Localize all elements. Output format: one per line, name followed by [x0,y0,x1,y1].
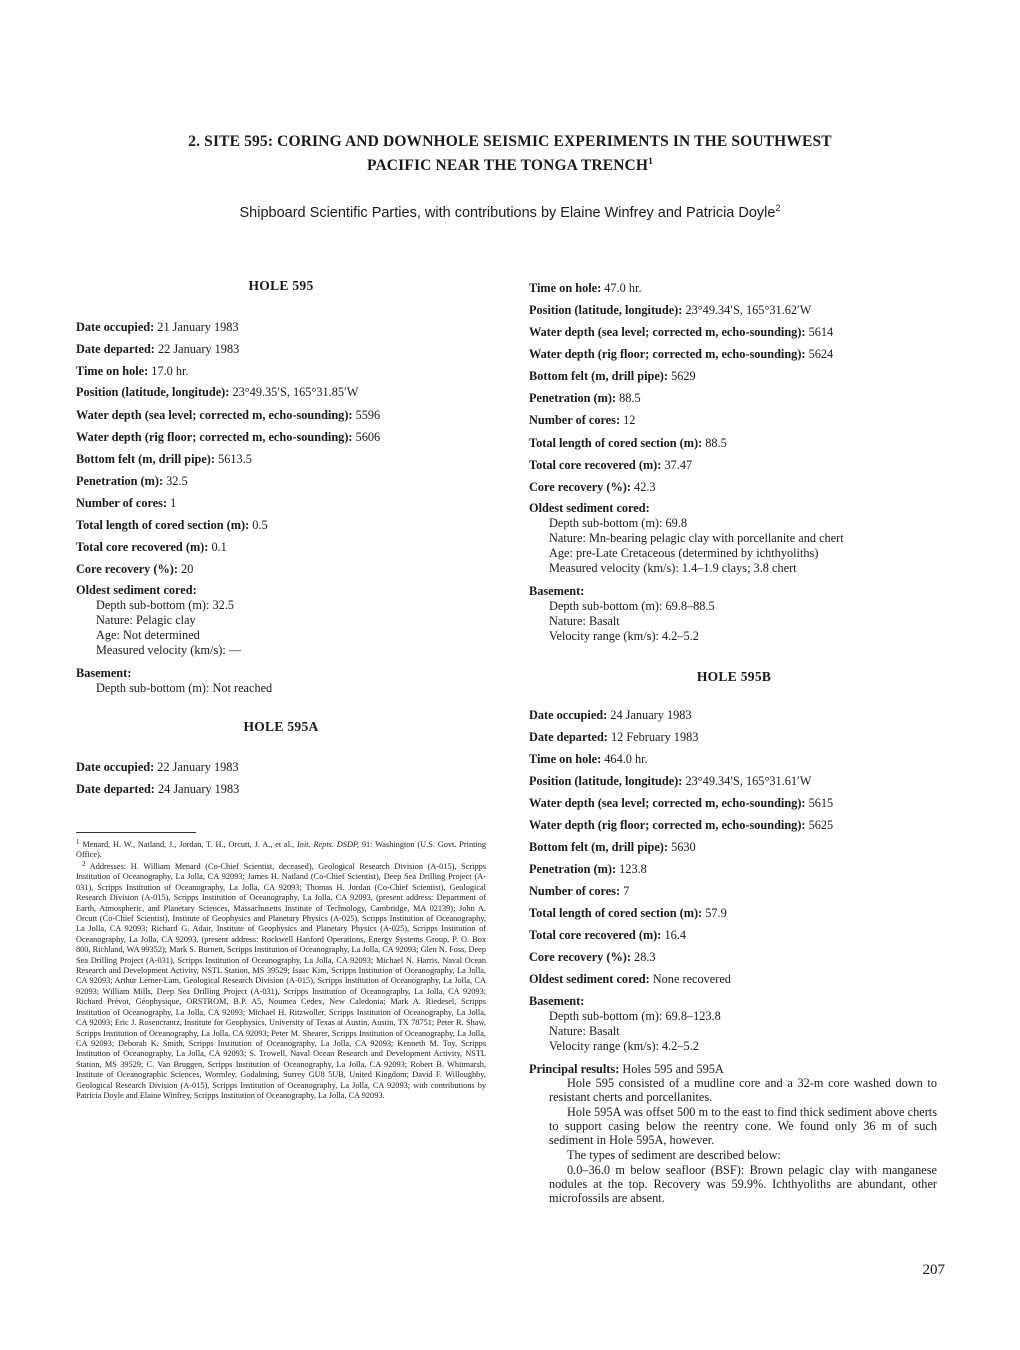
hole-595-cores: Number of cores: 1 [76,496,177,510]
hole-595b-heading: HOLE 595B [696,669,772,684]
hole-595a-oldest-nature: Nature: Mn-bearing pelagic clay with porcellanite and chert [549,531,844,545]
hole-595b-cores: Number of cores: 7 [529,884,630,898]
principal-paragraph-1: Hole 595 consisted of a mudline core and a 32-m core washed down to resistant cherts and porcellanites. [549,1076,937,1105]
authors-line [60,199,960,222]
hole-595-oldest-label: Oldest sediment cored: [76,583,197,597]
hole-595a-position: Position (latitude, longitude): 23°49.34′S, 165°31.62′W [529,303,812,317]
hole-595-water-depth-rig: Water depth (rig floor; corrected m, echo-sounding): 5606 [76,430,381,444]
hole-595b-date-departed: Date departed: 12 February 1983 [529,730,699,744]
hole-595b-date-occupied: Date occupied: 24 January 1983 [529,708,692,722]
hole-595-bottom-felt: Bottom felt (m, drill pipe): 5613.5 [76,452,252,466]
hole-595a-heading: HOLE 595A [243,719,319,734]
hole-595a-recovery: Core recovery (%): 42.3 [529,480,656,494]
hole-595a-time-on-hole: Time on hole: 47.0 hr. [529,281,642,295]
hole-595a-bottom-felt: Bottom felt (m, drill pipe): 5629 [529,369,696,383]
hole-595a-cores: Number of cores: 12 [529,413,636,427]
principal-paragraph-3: The types of sediment are described below: [567,1148,781,1162]
hole-595-oldest-age: Age: Not determined [96,628,200,642]
hole-595b-basement-nature: Nature: Basalt [549,1024,620,1038]
hole-595b-oldest: Oldest sediment cored: None recovered [529,972,731,986]
hole-595-time-on-hole: Time on hole: 17.0 hr. [76,364,189,378]
hole-595b-cored-length: Total length of cored section (m): 57.9 [529,906,727,920]
hole-595a-cored-length: Total length of cored section (m): 88.5 [529,436,727,450]
hole-595a-basement-nature: Nature: Basalt [549,614,620,628]
hole-595-heading: HOLE 595 [248,278,314,293]
hole-595a-penetration: Penetration (m): 88.5 [529,391,641,405]
hole-595a-oldest-velocity: Measured velocity (km/s): 1.4–1.9 clays; 3.8 chert [549,561,797,575]
page-title [60,131,960,176]
hole-595a-oldest-label: Oldest sediment cored: [529,501,650,515]
hole-595-recovery: Core recovery (%): 20 [76,562,194,576]
hole-595-position: Position (latitude, longitude): 23°49.35′S, 165°31.85′W [76,385,359,399]
hole-595a-basement-depth: Depth sub-bottom (m): 69.8–88.5 [549,599,715,613]
hole-595a-basement-velocity: Velocity range (km/s): 4.2–5.2 [549,629,699,643]
hole-595a-water-depth-rig: Water depth (rig floor; corrected m, echo-sounding): 5624 [529,347,834,361]
principal-paragraph-4: 0.0–36.0 m below seafloor (BSF): Brown pelagic clay with manganese nodules at the top. Recovery was 59.9%. Ichthyoliths are abundant, other microfossils are absent. [549,1163,937,1206]
hole-595-date-departed: Date departed: 22 January 1983 [76,342,240,356]
page-number: 207 [922,1262,945,1278]
hole-595-basement-label: Basement: [76,666,132,680]
hole-595b-bottom-felt: Bottom felt (m, drill pipe): 5630 [529,840,696,854]
authors-text: Shipboard Scientific Parties, with contributions by Elaine Winfrey and Patricia Doyle [239,205,776,221]
hole-595-recovered: Total core recovered (m): 0.1 [76,540,227,554]
footnote-rule [76,832,196,833]
authors-footnote-marker: 2 [775,203,781,213]
hole-595b-water-depth-sea: Water depth (sea level; corrected m, echo-sounding): 5615 [529,796,834,810]
hole-595a-recovered: Total core recovered (m): 37.47 [529,458,693,472]
hole-595-oldest-velocity: Measured velocity (km/s): — [96,643,242,657]
hole-595-basement-depth: Depth sub-bottom (m): Not reached [96,681,273,695]
title-line-2-text: PACIFIC NEAR THE TONGA TRENCH [366,157,649,174]
hole-595b-recovered: Total core recovered (m): 16.4 [529,928,686,942]
footnote-1: $^1$ Menard, H. W., Natland, J., Jordan, T. H., Orcutt, J. A., et al., Init. Repts. DSDP, 91: Washington (U.S. Govt. Printing Office). [76,838,486,860]
hole-595a-date-departed: Date departed: 24 January 1983 [76,782,240,796]
title-footnote-marker: 1 [648,157,654,167]
hole-595b-position: Position (latitude, longitude): 23°49.34′S, 165°31.61′W [529,774,812,788]
hole-595-oldest-nature: Nature: Pelagic clay [96,613,196,627]
title-line-1: 2. SITE 595: CORING AND DOWNHOLE SEISMIC EXPERIMENTS IN THE SOUTHWEST [188,133,832,150]
hole-595-cored-length: Total length of cored section (m): 0.5 [76,518,268,532]
hole-595-water-depth-sea: Water depth (sea level; corrected m, echo-sounding): 5596 [76,408,381,422]
hole-595a-date-occupied: Date occupied: 22 January 1983 [76,760,239,774]
hole-595b-water-depth-rig: Water depth (rig floor; corrected m, echo-sounding): 5625 [529,818,834,832]
hole-595b-basement-depth: Depth sub-bottom (m): 69.8–123.8 [549,1009,721,1023]
hole-595a-oldest-depth: Depth sub-bottom (m): 69.8 [549,516,687,530]
principal-paragraph-2: Hole 595A was offset 500 m to the east to find thick sediment above cherts to support casing below the reentry cone. We found only 36 m of such sediment in Hole 595A, however. [549,1105,937,1148]
hole-595-date-occupied: Date occupied: 21 January 1983 [76,320,239,334]
hole-595b-penetration: Penetration (m): 123.8 [529,862,647,876]
hole-595b-recovery: Core recovery (%): 28.3 [529,950,656,964]
footnote-2: $^2$ Addresses: H. William Menard (Co-Chief Scientist, deceased), Geological Research Division (A-015), Scripps Institution of Oceanography, La Jolla, CA 92093; James H. Natland (Co-Chief Scientist), Deep Sea Drilling Project (A-031), Scripps Institution of Oceanography, La Jolla, CA 92093; Thomas H. Jordan (Co-Chief Scientist), Geological Research Division (A-015), Scripps Institution of Oceanography, La Jolla, CA 92093, (present address: Department of Earth, Atmospheric, and Planetary Sciences, Massachusetts Institute of Technology, Cambridge, MA 02139); John A. Orcutt (Co-Chief Scientist), Institute of Geophysics and Planetary Physics (A-025), Scripps Institution of Oceanography, La Jolla, CA 92093; Richard G. Adair, Institute of Geophysics and Planetary Physics (A-025), Scripps Institution of Oceanography, La Jolla, CA 92093, (present address: Rockwell Hanford Operations, Energy Systems Group, P. O. Box 800, Richland, WA 99352); Mark S. Burnett, Scripps Institution of Oceanography, La Jolla, CA 92093; Glen N. Foss, Deep Sea Drilling Project (A-031), Scripps Institution of Oceanography, La Jolla, CA 92093; Michael N. Harris, Naval Ocean Research and Development Activity, NSTL Station, MS 39529; Isaac Kim, Scripps Institution of Oceanography, La Jolla, CA 92093; Arthur Lerner-Lam, Geological Research Division (A-015), Scripps Institution of Oceanography, La Jolla, CA 92093; William Mills, Deep Sea Drilling Project (A-031), Scripps Institution of Oceanography, La Jolla, CA 92093; Richard Prévot, Géophysique, ORSTROM, B.P. A5, Noumea Cedex, New Caledonia; Mark A. Riedesel, Scripps Institution of Oceanography, La Jolla, CA 92093; Michael H. Ritzwoller, Scripps Institution of Oceanography, La Jolla, CA 92093; Eric J. Rosencrantz, Institute for Geophysics, University of Texas at Austin, Austin, TX 78751; Peter R. Shaw, Scripps Institution of Oceanography, La Jolla, CA 92093; Peter M. Shearer, Scripps Institution of Oceanography, La Jolla, CA 92093; Deborah K. Smith, Scripps Institution of Oceanography, La Jolla, CA 92093; Kenneth M. Toy, Scripps Institution of Oceanography, La Jolla, CA 92093; S. Trowell, Naval Ocean Research and Development Activity, NSTL Station, MS 39529; C. Van Bruggen, Scripps Institution of Oceanography, La Jolla, CA 92093; Robert B. Whitmarsh, Institute of Oceanographic Sciences, Wormley, Godalming, Surrey GU8 5UB, United Kingdom; David F. Willoughby, Geological Research Division (A-015), Scripps Institution of Oceanography, La Jolla, CA 92093; with contributions by Patricia Doyle and Elaine Winfrey, Scripps Institution of Oceanography, La Jolla, CA 92093. [76,860,486,1100]
hole-595-oldest-depth: Depth sub-bottom (m): 32.5 [96,598,234,612]
hole-595b-basement-velocity: Velocity range (km/s): 4.2–5.2 [549,1039,699,1053]
hole-595a-water-depth-sea: Water depth (sea level; corrected m, echo-sounding): 5614 [529,325,834,339]
principal-results-heading: Principal results: Holes 595 and 595A [529,1062,724,1076]
hole-595a-oldest-age: Age: pre-Late Cretaceous (determined by ichthyoliths) [549,546,819,560]
title-line-2 [60,152,960,176]
hole-595b-basement-label: Basement: [529,994,585,1008]
hole-595b-time-on-hole: Time on hole: 464.0 hr. [529,752,648,766]
hole-595a-basement-label: Basement: [529,584,585,598]
hole-595-penetration: Penetration (m): 32.5 [76,474,188,488]
